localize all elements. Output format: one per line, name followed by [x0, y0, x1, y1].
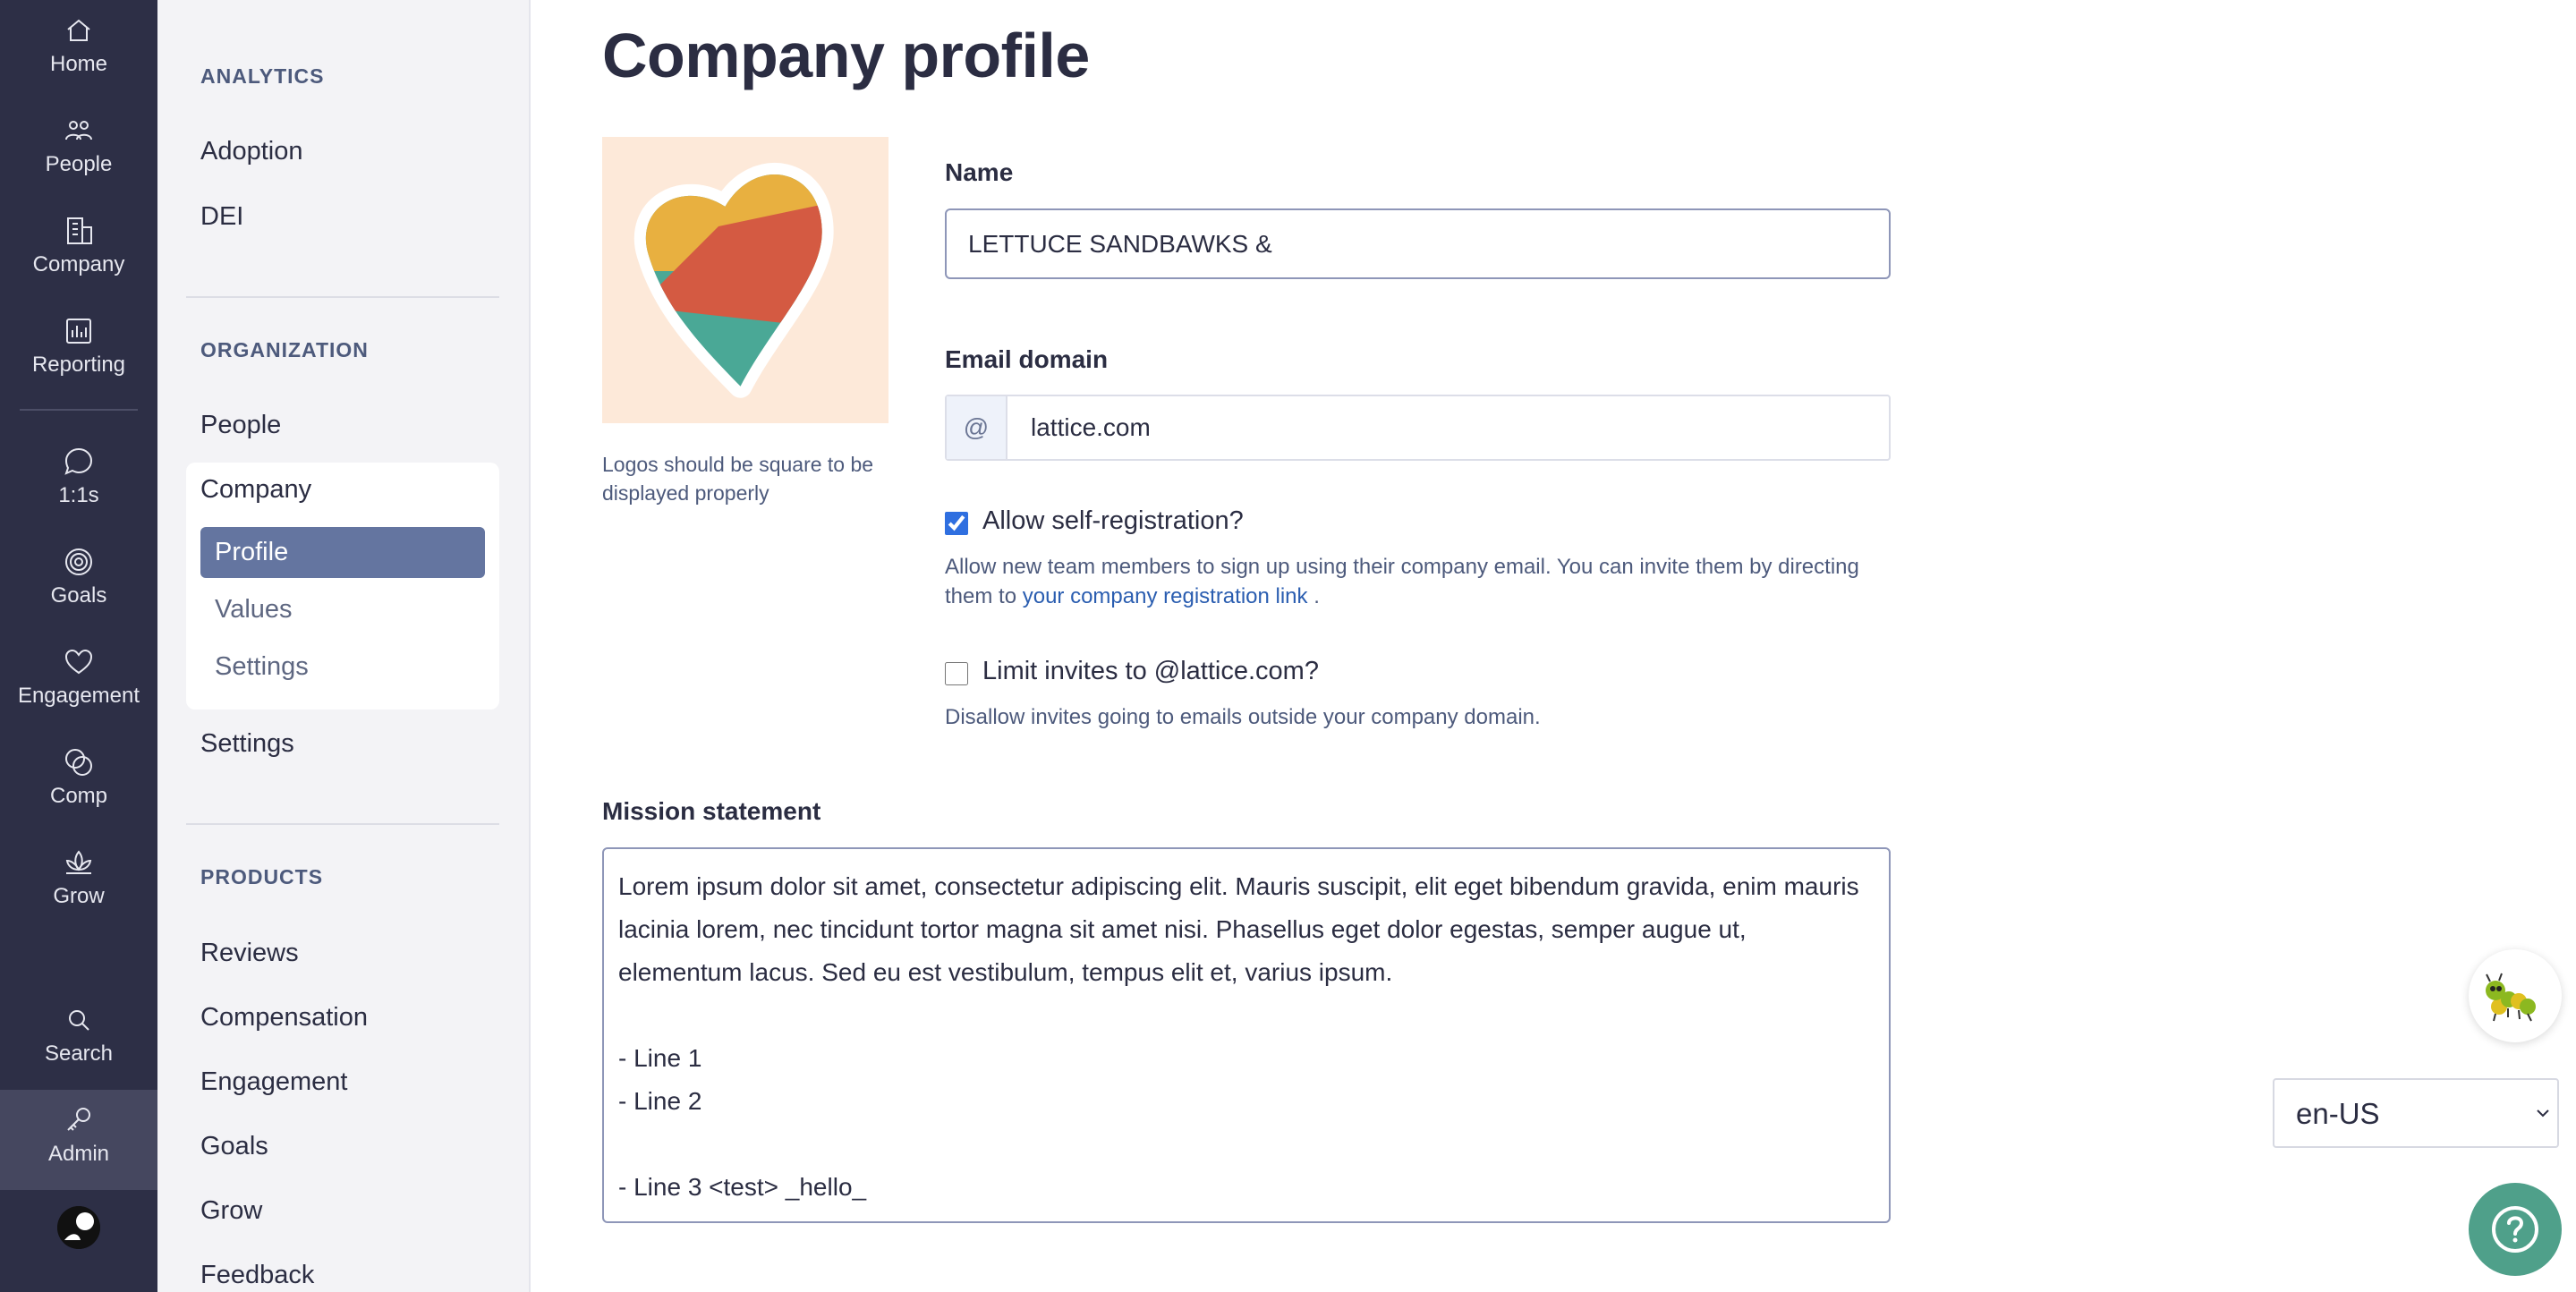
rail-item-reporting[interactable]	[0, 301, 157, 401]
sidebar-item-settings[interactable]: Settings	[200, 729, 294, 758]
limit-invites-label[interactable]: Limit invites to @lattice.com?	[982, 657, 1319, 685]
mission-statement-label: Mission statement	[602, 797, 821, 825]
admin-sidebar	[157, 0, 531, 1292]
sidebar-item-adoption[interactable]: Adoption	[200, 137, 303, 166]
self-registration-help-end: .	[1307, 584, 1320, 608]
main-content	[531, 0, 2576, 1292]
coins-icon	[61, 744, 97, 780]
page-title: Company profile	[602, 21, 1090, 90]
rail-item-label: Company	[32, 252, 125, 276]
rail-item-label: Goals	[50, 583, 107, 608]
rail-item-admin[interactable]	[0, 1090, 157, 1190]
self-registration-help	[945, 552, 1911, 611]
sidebar-item-values[interactable]: Values	[215, 595, 293, 624]
rail-item-company[interactable]	[0, 200, 157, 301]
name-label: Name	[945, 158, 1014, 186]
rail-item-label: Search	[44, 1041, 114, 1066]
company-name-input[interactable]	[945, 208, 1891, 279]
heart-icon	[61, 644, 97, 680]
rail-item-engagement[interactable]	[0, 632, 157, 732]
icon-rail	[0, 0, 157, 1292]
question-mark-icon	[2469, 1183, 2562, 1276]
search-icon	[61, 1002, 97, 1038]
limit-invites-checkbox[interactable]	[945, 662, 968, 685]
rail-item-label: People	[45, 152, 113, 176]
rail-item-people[interactable]	[0, 100, 157, 200]
rail-item-home[interactable]	[0, 0, 157, 100]
target-icon	[61, 544, 97, 580]
people-icon	[61, 113, 97, 149]
rail-item-grow[interactable]	[0, 832, 157, 932]
chat-bubble-icon	[61, 444, 97, 480]
language-select[interactable]	[2273, 1078, 2559, 1148]
chevron-down-icon	[2534, 1104, 2552, 1122]
lotus-icon	[61, 845, 97, 880]
rail-item-comp[interactable]	[0, 732, 157, 832]
self-registration-label[interactable]: Allow self-registration?	[982, 506, 1244, 535]
limit-invites-row	[945, 657, 1571, 687]
email-domain-label: Email domain	[945, 345, 1109, 373]
sidebar-item-compensation[interactable]: Compensation	[200, 1003, 368, 1032]
mission-statement-textarea[interactable]	[602, 847, 1891, 1223]
self-registration-row	[945, 506, 1571, 537]
section-title-products: PRODUCTS	[200, 865, 324, 888]
sidebar-divider	[186, 296, 499, 298]
logo-hint: Logos should be square to be displayed properly	[602, 453, 874, 505]
sidebar-item-goals[interactable]: Goals	[200, 1132, 268, 1160]
home-icon	[61, 13, 97, 48]
company-logo[interactable]	[602, 137, 888, 423]
company-icon	[61, 213, 97, 249]
rail-item-search[interactable]	[0, 990, 157, 1090]
sidebar-group-company	[186, 463, 499, 710]
self-registration-help-text: Allow new team members to sign up using their company email. You can invite them by directing them to	[945, 555, 1859, 608]
section-title-organization: ORGANIZATION	[200, 338, 369, 361]
bug-report-button[interactable]	[2469, 949, 2562, 1042]
sidebar-item-grow[interactable]: Grow	[200, 1196, 263, 1225]
rail-item-label: Reporting	[31, 353, 126, 377]
sidebar-item-profile[interactable]: Profile	[200, 527, 485, 578]
rail-item-one-on-ones[interactable]	[0, 431, 157, 531]
user-avatar[interactable]	[57, 1206, 100, 1249]
email-domain-field	[945, 395, 1891, 461]
rail-item-label: Comp	[49, 784, 108, 808]
at-sign-prefix: @	[947, 396, 1007, 459]
rail-divider	[20, 409, 138, 411]
registration-link[interactable]: your company registration link	[1022, 584, 1308, 608]
rail-item-goals[interactable]	[0, 531, 157, 632]
limit-invites-help: Disallow invites going to emails outside your company domain.	[945, 705, 1541, 729]
sidebar-item-dei[interactable]: DEI	[200, 202, 244, 231]
rail-item-label: Admin	[47, 1142, 110, 1166]
help-button[interactable]	[2469, 1183, 2562, 1276]
caterpillar-icon	[2469, 949, 2562, 1042]
key-icon	[61, 1102, 97, 1138]
sidebar-item-company[interactable]: Company	[200, 475, 312, 504]
sidebar-item-feedback[interactable]: Feedback	[200, 1261, 315, 1289]
section-title-analytics: ANALYTICS	[200, 64, 325, 88]
rail-item-label: 1:1s	[58, 483, 99, 507]
sidebar-item-reviews[interactable]: Reviews	[200, 939, 299, 967]
email-domain-input[interactable]	[1009, 396, 1886, 459]
sidebar-divider	[186, 823, 499, 825]
rail-item-label: Engagement	[17, 684, 140, 708]
rail-item-label: Grow	[53, 884, 105, 908]
rail-item-label: Home	[49, 52, 108, 76]
reporting-icon	[61, 313, 97, 349]
sidebar-item-company-settings[interactable]: Settings	[215, 652, 309, 681]
self-registration-checkbox[interactable]	[945, 512, 968, 535]
sidebar-item-engagement[interactable]: Engagement	[200, 1067, 348, 1096]
sidebar-item-people[interactable]: People	[200, 411, 282, 439]
